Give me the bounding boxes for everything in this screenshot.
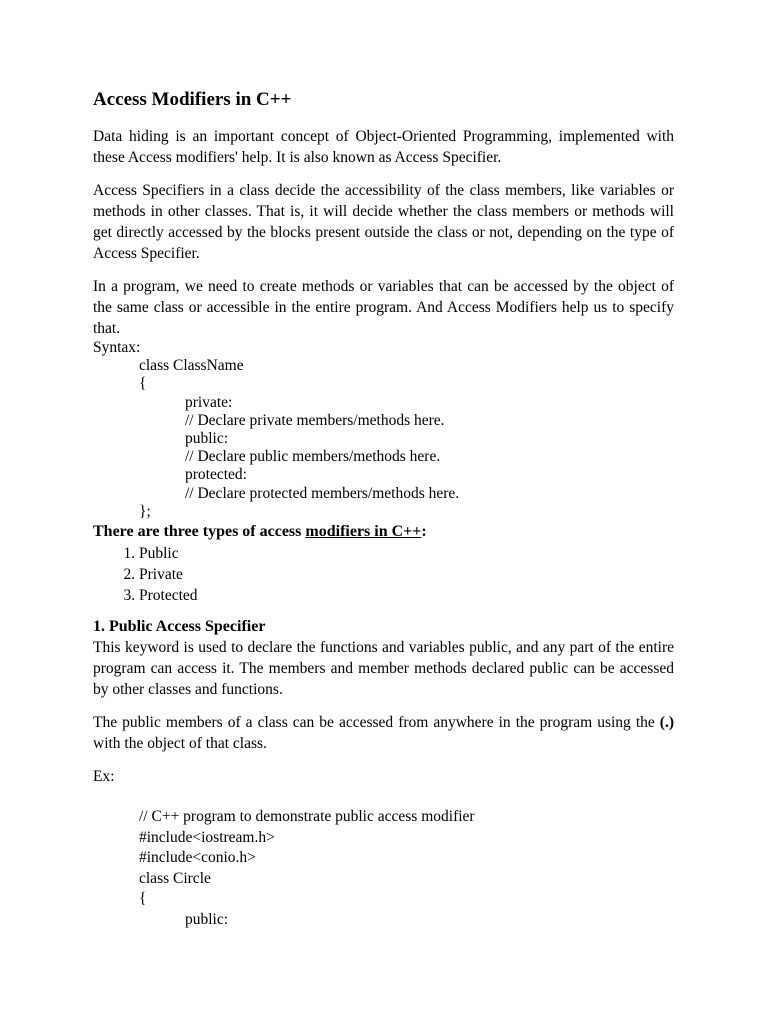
syntax-line: // Declare protected members/methods here. — [185, 484, 460, 502]
public-access-paragraph — [93, 712, 674, 754]
document-page — [93, 88, 674, 931]
public-access-text: The public members of a class can be accessed from anywhere in the program using the — [93, 714, 660, 732]
program-paragraph: In a program, we need to create methods or variables that can be accessed by the object of the same class or accessible in the entire program. And Access Modifiers help us to specify that. — [93, 278, 674, 337]
code-line: #include<conio.h> — [139, 849, 256, 867]
syntax-line: private: — [185, 393, 233, 411]
types-heading-text: There are three types of access — [93, 523, 306, 541]
code-line: { — [139, 890, 147, 908]
syntax-line: class ClassName — [139, 357, 244, 375]
example-code-block — [93, 807, 674, 931]
list-item: 1. Public — [139, 543, 674, 564]
syntax-line: // Declare private members/methods here. — [185, 411, 445, 429]
syntax-label: Syntax: — [93, 339, 141, 356]
modifiers-link[interactable]: modifiers in C++ — [305, 523, 422, 541]
code-line: // C++ program to demonstrate public access modifier — [139, 808, 475, 826]
dot-operator: (.) — [659, 714, 674, 732]
page-title: Access Modifiers in C++ — [93, 89, 292, 110]
syntax-line: // Declare public members/methods here. — [185, 448, 441, 466]
syntax-line: protected: — [185, 466, 247, 484]
list-item: 2. Private — [139, 564, 674, 585]
syntax-line: public: — [185, 430, 229, 448]
syntax-block — [93, 339, 674, 521]
public-section-heading: 1. Public Access Specifier — [93, 618, 266, 636]
types-heading-suffix: : — [421, 523, 427, 541]
modifier-types-list — [93, 543, 674, 606]
specifier-paragraph: Access Specifiers in a class decide the accessibility of the class members, like variables or methods in other classes. That is, it will decide whether the class members or methods will get directly accessed by the blocks present outside the class or not, depending on the type of Access Specifier. — [93, 182, 674, 262]
public-access-suffix: with the object of that class. — [93, 735, 267, 753]
intro-paragraph: Data hiding is an important concept of Object-Oriented Programming, implemented with these Access modifiers' help. It is also known as Access Specifier. — [93, 128, 674, 166]
syntax-line: { — [139, 375, 147, 393]
public-paragraph: This keyword is used to declare the functions and variables public, and any part of the entire program can access it. The members and member methods declared public can be accessed by other classes and functions. — [93, 639, 674, 699]
code-line: #include<iostream.h> — [139, 828, 275, 846]
code-line: class Circle — [139, 869, 211, 887]
syntax-line: }; — [139, 502, 151, 520]
types-heading — [93, 521, 674, 543]
example-label: Ex: — [93, 768, 115, 786]
code-line: public: — [185, 911, 229, 928]
list-item: 3. Protected — [139, 585, 674, 606]
